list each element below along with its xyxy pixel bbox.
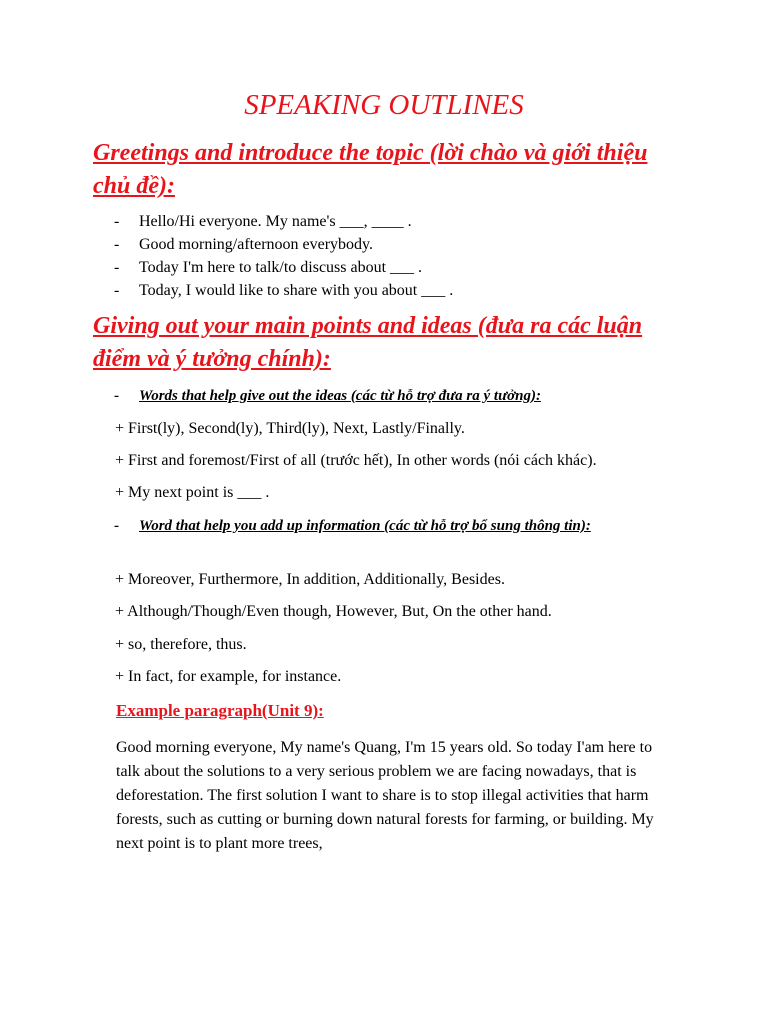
greetings-list (114, 210, 453, 302)
list-item: + Although/Though/Even though, However, But, On the other hand. (115, 603, 552, 620)
example-paragraph: Good morning everyone, My name's Quang, I'm 15 years old. So today I'am here to talk about the solutions to a very serious problem we are facing nowadays, that is deforestation. The first solution I want to share is to stop illegal activities that harm forests, such as cutting or burning down natural forests for farming, or building. My next point is to plant more trees, (116, 739, 654, 852)
list-item: + so, therefore, thus. (115, 636, 247, 653)
subheading-ideas-words (114, 385, 699, 408)
subheading-add-info-words (114, 515, 679, 538)
list-item: + My next point is ___ . (115, 484, 270, 501)
list-item: + Moreover, Furthermore, In addition, Additionally, Besides. (115, 571, 505, 588)
list-item: - Today I'm here to talk/to discuss about ___ . (114, 256, 453, 279)
list-item: - Today, I would like to share with you about ___ . (114, 279, 453, 302)
list-item: - Hello/Hi everyone. My name's ___, ____ . (114, 210, 453, 233)
list-item: + In fact, for example, for instance. (115, 668, 342, 685)
section-heading-main-points: Giving out your main points and ideas (đưa ra các luận điểm và ý tưởng chính): (93, 313, 643, 372)
subheading-ideas-label: Words that help give out the ideas (các từ hỗ trợ đưa ra ý tưởng): (139, 388, 541, 404)
section-heading-greetings: Greetings and introduce the topic (lời chào và giới thiệu chủ đề): (93, 140, 648, 199)
list-item: + First(ly), Second(ly), Third(ly), Next, Lastly/Finally. (115, 420, 465, 437)
subheading-add-info-label: Word that help you add up information (các từ hỗ trợ bổ sung thông tin): (139, 518, 591, 534)
list-item: - Good morning/afternoon everybody. (114, 233, 453, 256)
example-heading: Example paragraph(Unit 9): (116, 701, 324, 720)
list-item: + First and foremost/First of all (trước hết), In other words (nói cách khác). (115, 452, 597, 469)
page-title: SPEAKING OUTLINES (244, 89, 524, 121)
dash-marker: - (114, 518, 119, 534)
dash-marker: - (114, 388, 119, 404)
